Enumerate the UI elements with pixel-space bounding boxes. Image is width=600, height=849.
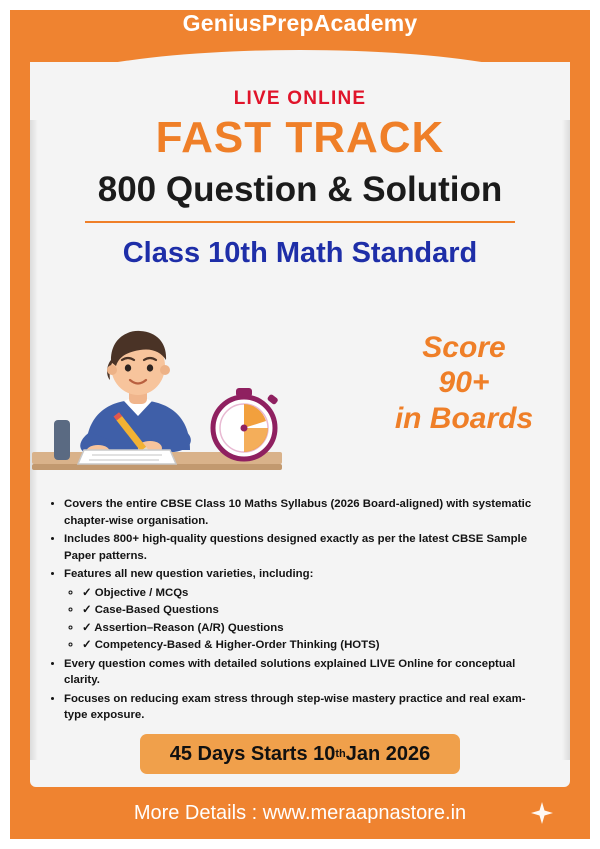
- score-line-1: Score: [422, 331, 506, 364]
- feature-list: [48, 496, 548, 726]
- feature-text: Includes 800+ high-quality questions designed exactly as per the latest CBSE Sample Paper patterns.: [64, 533, 528, 562]
- timer-icon: [213, 388, 279, 459]
- list-item: [64, 566, 548, 654]
- cta-prefix: 45 Days Starts 10: [169, 742, 336, 765]
- score-badge: [374, 330, 554, 436]
- list-item: [64, 691, 548, 724]
- feature-sublist: [64, 585, 548, 654]
- feature-text: Features all new question varieties, including:: [64, 568, 314, 581]
- list-item: [64, 531, 548, 564]
- list-item: [64, 656, 548, 689]
- start-date-badge[interactable]: [140, 734, 460, 774]
- card-right-shadow: [562, 120, 570, 760]
- score-line-2: 90+: [438, 366, 490, 400]
- feature-text: Covers the entire CBSE Class 10 Maths Syllabus (2026 Board-aligned) with systematic chapter-wise organisation.: [64, 498, 532, 527]
- fast-track-title: FAST TRACK: [155, 113, 445, 162]
- footer-bar: [10, 787, 590, 839]
- list-item: ◦ ✓ Case-Based Questions: [82, 602, 548, 619]
- feature-text: Focuses on reducing exam stress through step-wise mastery practice and real exam-type exposure.: [64, 692, 526, 722]
- list-item: [64, 496, 548, 529]
- list-item: ◦ ✓ Assertion–Reason (A/R) Questions: [82, 620, 548, 637]
- brand-name: GeniusPrepAcademy: [182, 10, 418, 36]
- question-solution-title: 800 Question & Solution: [97, 170, 503, 209]
- list-item: ◦ ✓ Competency-Based & Higher-Order Thinking (HOTS): [82, 637, 548, 654]
- list-item: ◦ ✓ Objective / MCQs: [82, 585, 548, 602]
- sparkle-icon: [530, 801, 554, 825]
- feature-text: Every question comes with detailed solutions explained LIVE Online for conceptual clarity.: [64, 657, 516, 687]
- headline-divider: [85, 221, 515, 223]
- cta-ordinal: th: [335, 748, 346, 760]
- class-subject-title: Class 10th Math Standard: [122, 236, 478, 269]
- footer-details-text[interactable]: More Details : www.meraapnastore.in: [133, 801, 467, 824]
- cta-suffix: Jan 2026: [345, 742, 431, 765]
- feature-list-items: [48, 496, 548, 724]
- score-line-3: in Boards: [394, 401, 534, 435]
- student-studying-with-timer-illustration: [24, 300, 314, 495]
- live-online-label: LIVE ONLINE: [233, 88, 367, 109]
- headline-block: [40, 88, 560, 270]
